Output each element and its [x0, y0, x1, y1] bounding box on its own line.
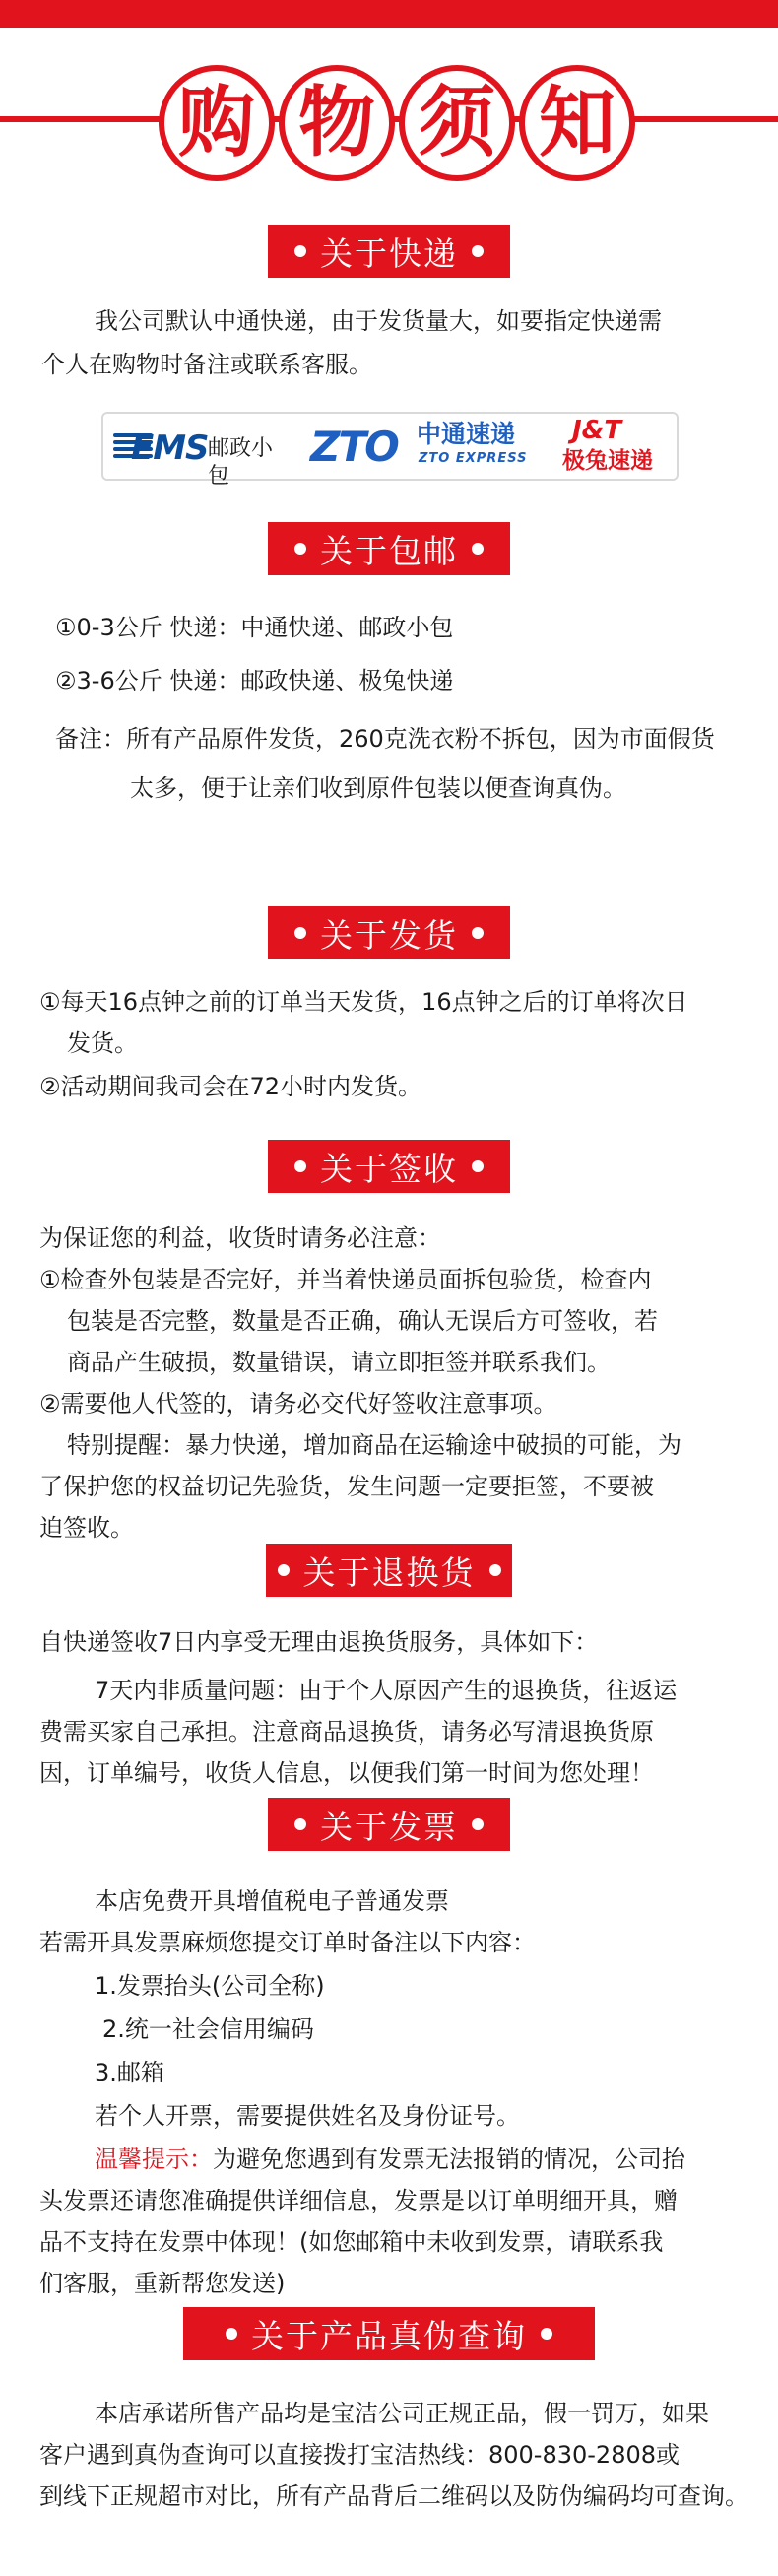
section-heading-shipping	[268, 906, 510, 959]
invoice-text-line: 3.邮箱	[95, 2059, 164, 2086]
jt-logo-cn: 极兔速递	[562, 448, 653, 474]
section-heading-authenticity	[183, 2307, 595, 2360]
bullet-dot-icon	[472, 927, 484, 939]
section-heading-label: 关于产品真伪查询	[251, 2316, 527, 2355]
bullet-dot-icon	[294, 543, 306, 555]
invoice-tip-label: 温馨提示：	[95, 2146, 213, 2173]
section-heading-receipt	[268, 1140, 510, 1193]
invoice-tip-text: 为避免您遇到有发票无法报销的情况，公司抬	[213, 2146, 685, 2173]
receipt-text-line: 包装是否完整，数量是否正确，确认无误后方可签收，若	[67, 1307, 658, 1335]
invoice-text-line: 2.统一社会信用编码	[102, 2015, 314, 2043]
bullet-dot-icon	[472, 543, 484, 555]
bullet-dot-icon	[278, 1564, 290, 1576]
invoice-tip-line: 们客服，重新帮您发送)	[39, 2270, 286, 2297]
invoice-tip-line	[95, 2140, 685, 2179]
returns-text-line: 自快递签收7日内享受无理由退换货服务，具体如下：	[39, 1628, 599, 1656]
bullet-dot-icon	[472, 1818, 484, 1830]
bullet-dot-icon	[226, 2328, 237, 2340]
receipt-text-line: 商品产生破损，数量错误，请立即拒签并联系我们。	[67, 1349, 611, 1376]
ems-logo-mark: EMS	[131, 429, 209, 468]
section-heading-label: 关于发票	[320, 1807, 458, 1846]
zto-logo-en: ZTO EXPRESS	[419, 451, 528, 466]
invoice-tip-line: 头发票还请您准确提供详细信息，发票是以订单明细开具，赠	[39, 2187, 678, 2214]
bullet-dot-icon	[489, 1564, 501, 1576]
bullet-dot-icon	[472, 245, 484, 257]
receipt-text-line: 迫签收。	[39, 1514, 134, 1542]
shipping-text-line: 发货。	[67, 1029, 138, 1057]
shipping-text-line: ②活动期间我司会在72小时内发货。	[39, 1073, 422, 1100]
invoice-text-line: 1.发票抬头(公司全称)	[95, 1972, 325, 2000]
bullet-dot-icon	[294, 927, 306, 939]
section-heading-label: 关于发货	[320, 915, 458, 955]
returns-text-line: 费需买家自己承担。注意商品退换货，请务必写清退换货原	[39, 1718, 654, 1746]
bullet-dot-icon	[472, 1160, 484, 1172]
authenticity-text-line: 本店承诺所售产品均是宝洁公司正规正品，假一罚万，如果	[95, 2400, 709, 2427]
express-text-line: 我公司默认中通快递，由于发货量大，如要指定快递需	[95, 307, 662, 335]
section-heading-label: 关于退换货	[302, 1552, 476, 1592]
section-heading-invoice	[268, 1798, 510, 1851]
page-title	[0, 65, 778, 183]
title-char-4: 知	[519, 65, 635, 181]
postage-text-line: 备注：所有产品原件发货，260克洗衣粉不拆包，因为市面假货	[55, 725, 715, 753]
section-heading-label: 关于签收	[320, 1149, 458, 1188]
postage-text-line: 太多，便于让亲们收到原件包装以便查询真伪。	[130, 774, 626, 802]
returns-text-line: 因，订单编号，收货人信息，以便我们第一时间为您处理！	[39, 1759, 654, 1787]
receipt-text-line: 特别提醒：暴力快递，增加商品在运输途中破损的可能，为	[67, 1431, 681, 1459]
top-banner-bar	[0, 0, 778, 28]
receipt-text-line: 了保护您的权益切记先验货，发生问题一定要拒签，不要被	[39, 1473, 654, 1500]
title-char-2: 物	[279, 65, 395, 181]
receipt-text-line: 为保证您的利益，收货时请务必注意：	[39, 1224, 441, 1252]
section-heading-express	[268, 225, 510, 278]
section-heading-returns	[266, 1544, 512, 1597]
authenticity-text-line: 客户遇到真伪查询可以直接拨打宝洁热线：800-830-2808或	[39, 2441, 681, 2469]
invoice-text-line: 若个人开票，需要提供姓名及身份证号。	[95, 2102, 520, 2130]
zto-logo-mark: ZTO	[310, 423, 398, 471]
title-char-1: 购	[159, 65, 275, 181]
receipt-text-line: ②需要他人代签的，请务必交代好签收注意事项。	[39, 1390, 557, 1418]
bullet-dot-icon	[294, 245, 306, 257]
zto-logo-cn: 中通速递	[417, 420, 516, 448]
bullet-dot-icon	[294, 1818, 306, 1830]
jt-logo-mark: J&T	[572, 416, 622, 445]
postage-text-line: ②3-6公斤 快递：邮政快递、极兔快递	[55, 667, 454, 694]
section-heading-label: 关于快递	[320, 233, 458, 273]
title-char-3: 须	[399, 65, 515, 181]
invoice-text-line: 若需开具发票麻烦您提交订单时备注以下内容：	[39, 1929, 536, 1956]
bullet-dot-icon	[294, 1160, 306, 1172]
section-heading-label: 关于包邮	[320, 531, 458, 570]
shipping-text-line: ①每天16点钟之前的订单当天发货，16点钟之后的订单将次日	[39, 988, 688, 1016]
bullet-dot-icon	[541, 2328, 552, 2340]
invoice-text-line: 本店免费开具增值税电子普通发票	[95, 1887, 449, 1915]
invoice-tip-line: 品不支持在发票中体现！(如您邮箱中未收到发票，请联系我	[39, 2228, 664, 2256]
returns-text-line: 7天内非质量问题：由于个人原因产生的退换货，往返运	[95, 1677, 678, 1704]
postage-text-line: ①0-3公斤 快递：中通快递、邮政小包	[55, 614, 454, 641]
ems-logo	[113, 428, 291, 489]
express-text-line: 个人在购物时备注或联系客服。	[41, 351, 372, 378]
receipt-text-line: ①检查外包装是否完好，并当着快递员面拆包验货，检查内	[39, 1266, 652, 1293]
ems-logo-label: 邮政小包	[208, 436, 274, 489]
courier-logos-banner	[101, 412, 679, 489]
authenticity-text-line: 到线下正规超市对比，所有产品背后二维码以及防伪编码均可查询。	[39, 2482, 748, 2510]
section-heading-postage	[268, 522, 510, 575]
